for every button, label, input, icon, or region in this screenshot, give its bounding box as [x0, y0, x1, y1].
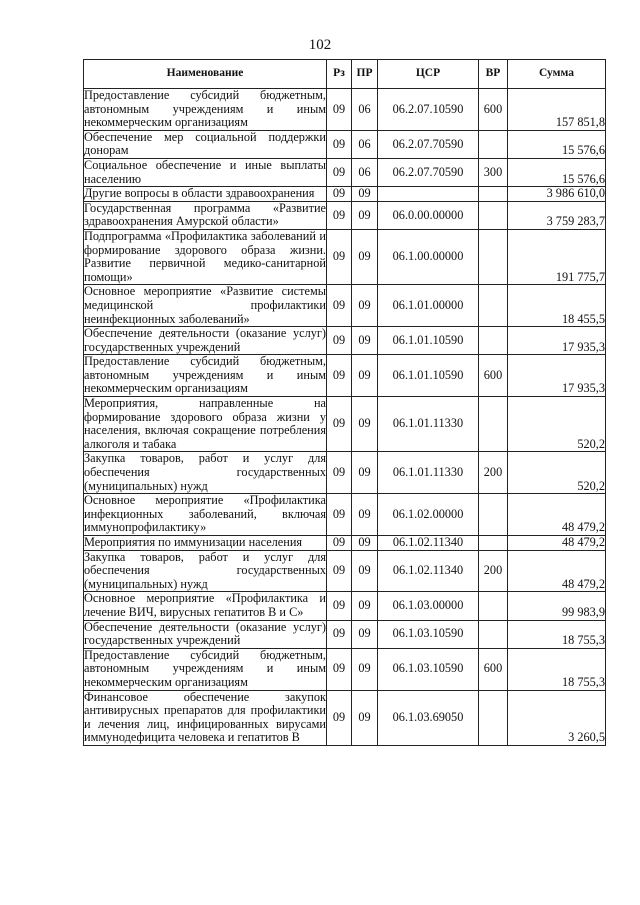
row-vr: 600 — [479, 355, 508, 397]
column-header-sum: Сумма — [508, 60, 606, 89]
row-vr — [479, 536, 508, 551]
table-row — [84, 285, 606, 327]
row-vr: 600 — [479, 648, 508, 690]
row-name: Подпрограмма «Профилактика заболеваний и формирование здорового образа жизни. Развитие первичной медико-санитарной помощи» — [84, 228, 326, 284]
row-csr: 06.1.01.11330 — [378, 452, 479, 494]
row-rz: 09 — [327, 648, 352, 690]
row-pr: 09 — [352, 187, 378, 202]
row-name: Предоставление субсидий бюджетным, автономным учреждениям и иным некоммерческим организациям — [84, 354, 326, 396]
row-vr — [479, 130, 508, 158]
row-csr — [378, 187, 479, 202]
row-csr: 06.2.07.70590 — [378, 130, 479, 158]
row-name: Мероприятия по иммунизации населения — [84, 536, 327, 551]
row-csr: 06.1.02.11340 — [378, 536, 479, 551]
row-csr: 06.1.03.00000 — [378, 592, 479, 620]
column-header-rz: Рз — [327, 60, 352, 89]
row-name: Социальное обеспечение и иные выплаты населению — [84, 157, 326, 186]
row-csr: 06.2.07.10590 — [378, 89, 479, 131]
row-rz: 09 — [327, 592, 352, 620]
row-pr: 09 — [352, 327, 378, 355]
table-row — [84, 690, 606, 745]
row-csr: 06.2.07.70590 — [378, 158, 479, 186]
table-row — [84, 397, 606, 452]
table-row — [84, 355, 606, 397]
column-header-pr: ПР — [352, 60, 378, 89]
row-pr: 09 — [352, 494, 378, 536]
table-row — [84, 130, 606, 158]
table-row — [84, 327, 606, 355]
row-vr — [479, 201, 508, 229]
row-vr — [479, 229, 508, 284]
row-pr: 06 — [352, 158, 378, 186]
row-rz: 09 — [327, 187, 352, 202]
row-rz: 09 — [327, 690, 352, 745]
row-rz: 09 — [327, 452, 352, 494]
row-sum: 48 479,2 — [508, 550, 606, 592]
row-rz: 09 — [327, 620, 352, 648]
row-vr — [479, 397, 508, 452]
table-row — [84, 494, 606, 536]
row-rz: 09 — [327, 550, 352, 592]
row-csr: 06.1.01.10590 — [378, 355, 479, 397]
row-sum: 17 935,3 — [508, 355, 606, 397]
row-pr: 06 — [352, 89, 378, 131]
row-vr: 600 — [479, 89, 508, 131]
row-sum: 99 983,9 — [508, 592, 606, 620]
row-rz: 09 — [327, 397, 352, 452]
column-header-name: Наименование — [84, 60, 327, 89]
row-rz: 09 — [327, 130, 352, 158]
row-sum: 18 455,5 — [508, 285, 606, 327]
row-pr: 09 — [352, 690, 378, 745]
table-row — [84, 187, 606, 202]
row-sum: 3 260,5 — [508, 690, 606, 745]
column-header-csr: ЦСР — [378, 60, 479, 89]
row-name: Обеспечение деятельности (оказание услуг) государственных учреждений — [84, 619, 326, 648]
row-pr: 09 — [352, 355, 378, 397]
row-vr — [479, 327, 508, 355]
table-row — [84, 550, 606, 592]
row-rz: 09 — [327, 327, 352, 355]
table-row — [84, 89, 606, 131]
row-vr: 200 — [479, 452, 508, 494]
row-name: Закупка товаров, работ и услуг для обеспечения государственных (муниципальных) нужд — [84, 549, 326, 591]
row-name: Предоставление субсидий бюджетным, автономным учреждениям и иным некоммерческим организациям — [84, 647, 326, 689]
row-vr — [479, 592, 508, 620]
row-rz: 09 — [327, 158, 352, 186]
row-pr: 09 — [352, 648, 378, 690]
row-name: Закупка товаров, работ и услуг для обеспечения государственных (муниципальных) нужд — [84, 451, 326, 493]
row-csr: 06.1.00.00000 — [378, 229, 479, 284]
table-row — [84, 536, 606, 551]
row-sum: 157 851,8 — [508, 89, 606, 131]
row-sum: 520,2 — [508, 452, 606, 494]
row-name: Основное мероприятие «Профилактика и лечение ВИЧ, вирусных гепатитов В и С» — [84, 591, 326, 619]
table-row — [84, 452, 606, 494]
row-pr: 09 — [352, 550, 378, 592]
row-sum: 48 479,2 — [508, 494, 606, 536]
row-pr: 09 — [352, 397, 378, 452]
row-name: Государственная программа «Развитие здравоохранения Амурской области» — [84, 200, 326, 229]
row-rz: 09 — [327, 201, 352, 229]
table-row — [84, 592, 606, 620]
row-pr: 09 — [352, 592, 378, 620]
budget-table — [83, 59, 606, 746]
table-row — [84, 620, 606, 648]
row-name: Основное мероприятие «Профилактика инфекционных заболеваний, включая иммунопрофилактику» — [84, 493, 326, 535]
table-row — [84, 648, 606, 690]
row-pr: 09 — [352, 201, 378, 229]
row-name: Финансовое обеспечение закупок антивирусных препаратов для профилактики и лечения лиц, инфицированных вирусами иммунодефицита человека и гепатитов В — [84, 689, 326, 745]
row-vr — [479, 494, 508, 536]
row-sum: 191 775,7 — [508, 229, 606, 284]
row-csr: 06.1.01.10590 — [378, 327, 479, 355]
row-csr: 06.1.02.00000 — [378, 494, 479, 536]
row-csr: 06.1.01.00000 — [378, 285, 479, 327]
table-header-row — [84, 60, 606, 89]
row-rz: 09 — [327, 355, 352, 397]
row-csr: 06.0.00.00000 — [378, 201, 479, 229]
row-name: Обеспечение деятельности (оказание услуг) государственных учреждений — [84, 326, 326, 354]
row-vr: 200 — [479, 550, 508, 592]
row-csr: 06.1.03.10590 — [378, 620, 479, 648]
column-header-vr: ВР — [479, 60, 508, 89]
row-pr: 09 — [352, 285, 378, 327]
page-number: 102 — [308, 37, 332, 53]
row-pr: 06 — [352, 130, 378, 158]
row-sum: 17 935,3 — [508, 327, 606, 355]
row-csr: 06.1.03.10590 — [378, 648, 479, 690]
row-vr — [479, 690, 508, 745]
row-pr: 09 — [352, 620, 378, 648]
row-rz: 09 — [327, 89, 352, 131]
row-rz: 09 — [327, 285, 352, 327]
table-row — [84, 229, 606, 284]
row-csr: 06.1.02.11340 — [378, 550, 479, 592]
row-name: Другие вопросы в области здравоохранения — [84, 187, 327, 202]
row-rz: 09 — [327, 536, 352, 551]
row-sum: 520,2 — [508, 397, 606, 452]
row-sum: 15 576,6 — [508, 130, 606, 158]
row-pr: 09 — [352, 536, 378, 551]
table-row — [84, 158, 606, 186]
row-vr — [479, 620, 508, 648]
row-pr: 09 — [352, 229, 378, 284]
row-sum: 18 755,3 — [508, 620, 606, 648]
row-name: Основное мероприятие «Развитие системы медицинской профилактики неинфекционных заболеваний» — [84, 284, 326, 326]
row-sum: 3 759 283,7 — [508, 201, 606, 229]
row-name: Предоставление субсидий бюджетным, автономным учреждениям и иным некоммерческим организациям — [84, 88, 326, 130]
row-csr: 06.1.03.69050 — [378, 690, 479, 745]
row-name: Мероприятия, направленные на формирование здорового образа жизни у населения, включая сокращение потребления алкоголя и табака — [84, 396, 326, 451]
row-rz: 09 — [327, 494, 352, 536]
row-sum: 3 986 610,0 — [508, 187, 606, 202]
row-vr: 300 — [479, 158, 508, 186]
row-name: Обеспечение мер социальной поддержки донорам — [84, 129, 326, 158]
row-vr — [479, 187, 508, 202]
row-sum: 18 755,3 — [508, 648, 606, 690]
row-csr: 06.1.01.11330 — [378, 397, 479, 452]
row-sum: 15 576,6 — [508, 158, 606, 186]
row-pr: 09 — [352, 452, 378, 494]
row-vr — [479, 285, 508, 327]
row-rz: 09 — [327, 229, 352, 284]
row-sum: 48 479,2 — [508, 536, 606, 551]
table-row — [84, 201, 606, 229]
